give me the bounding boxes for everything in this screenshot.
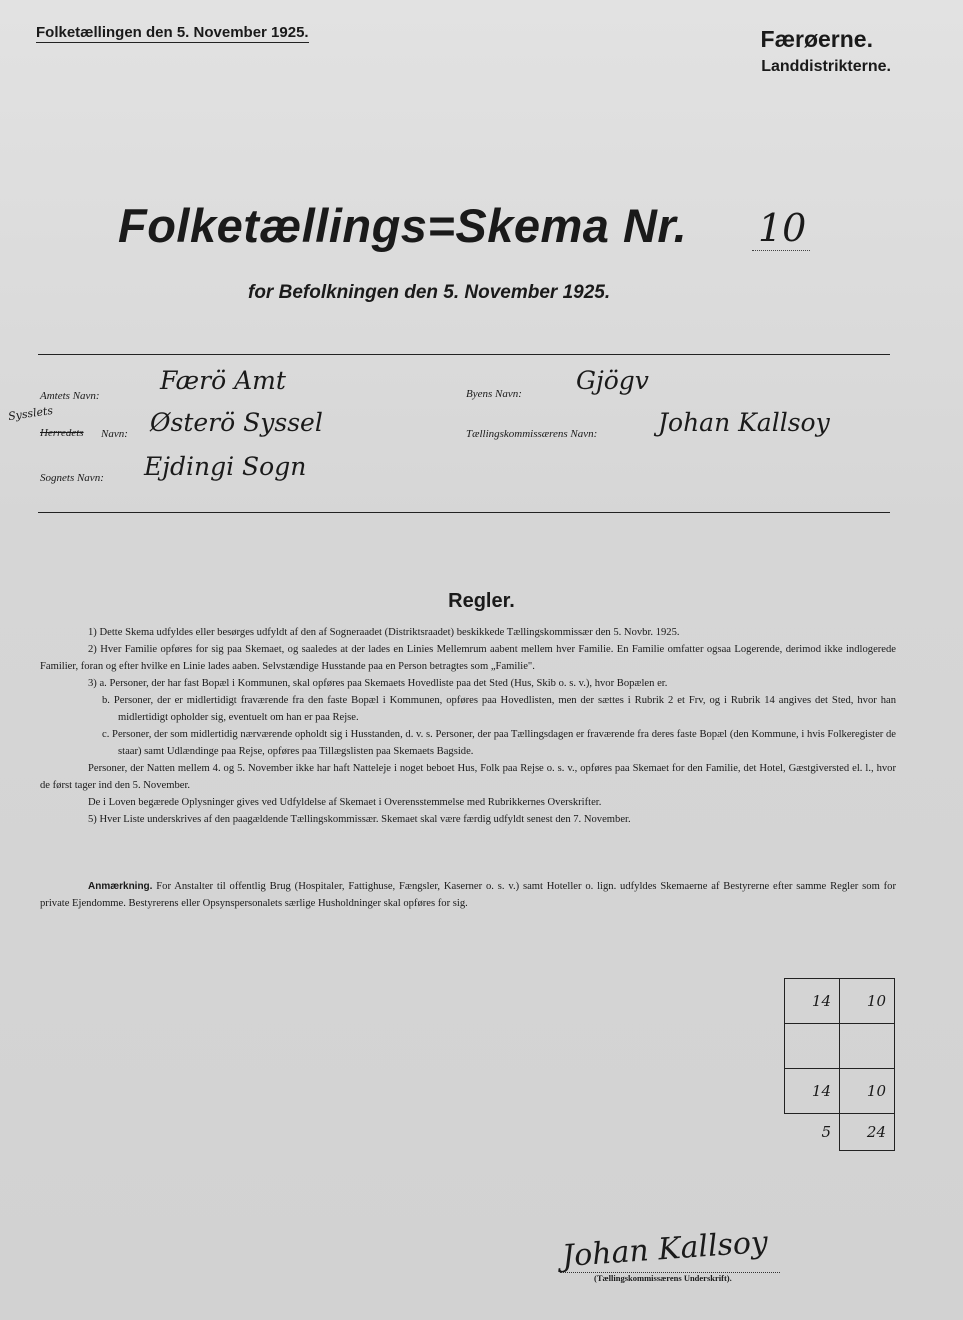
tally-row: [785, 1024, 895, 1069]
form-number: 10: [758, 206, 807, 250]
annotation: [40, 878, 896, 912]
tally-row: [785, 1069, 895, 1114]
rule-3b: b. Personer, der er midlertidigt fraværende fra den faste Bopæl i Kommunen, opføres paa Hovedlisten, men der sættes i Rubrik 2 et Frv, og i Rubrik 14 angives det Sted, hvor han midlertidigt opholder sig, eventuelt om han er paa Rejse.: [102, 695, 896, 723]
sogn-label: Sognets Navn:: [40, 472, 104, 484]
tally-cell: 10: [840, 1069, 895, 1114]
tally-table: [784, 978, 895, 1151]
tally-row: [785, 979, 895, 1024]
kommissaer-label: Tællingskommissærens Navn:: [466, 428, 598, 440]
signature-caption: (Tællingskommissærens Underskrift).: [594, 1273, 732, 1283]
by-label: Byens Navn:: [466, 388, 522, 400]
rule-4: De i Loven begærede Oplysninger gives ved Udfyldelse af Skemaet i Overensstemmelse med Rubrikkernes Overskrifter.: [88, 797, 602, 808]
herred-label-struck: Herredets: [40, 427, 84, 439]
rule-3c: c. Personer, der som midlertidig nærværende opholdt sig i Husstanden, d. v. s. Personer, der paa Tællingsdagen er fraværende fra deres faste Bopæl (den Kommune, i hvis Folkeregister de staar) samt Udlændinge paa Rejse, opføres paa Tillægslisten paa Skemaets Bagside.: [102, 729, 896, 757]
form-number-underline: [752, 250, 810, 251]
tally-row-total: [785, 1114, 895, 1151]
rule-night: Personer, der Natten mellem 4. og 5. November ikke har haft Natteleje i noget beboet Hus, Folk paa Rejse o. s. v., opføres paa Skemaet for den Familie, det Hotel, Gæstgiversted el. l., hvor de først tager ind den 5. November.: [40, 763, 896, 791]
tally-cell: 14: [785, 1069, 840, 1114]
rules-heading: Regler.: [448, 590, 515, 612]
herred-label: Navn:: [101, 428, 128, 440]
annotation-label: Anmærkning.: [88, 881, 153, 892]
tally-cell: 24: [840, 1114, 895, 1151]
header-district: Landdistrikterne.: [761, 58, 891, 75]
rule-1: 1) Dette Skema udfyldes eller besørges udfyldt af den af Sogneraadet (Distriktsraadet) beskikkede Tællingskommissær den 5. Novbr. 1925.: [88, 627, 680, 638]
herred-note: Sysslets: [7, 403, 54, 424]
signature-handwritten: Johan Kallsoy: [561, 1224, 770, 1275]
rules-text: [40, 624, 896, 828]
header-region: Færøerne.: [760, 26, 873, 52]
tally-cell: 14: [785, 979, 840, 1024]
amt-label: Amtets Navn:: [40, 390, 100, 402]
amt-value: Færö Amt: [160, 366, 286, 395]
tally-cell: [840, 1024, 895, 1069]
rule-2: 2) Hver Familie opføres for sig paa Skemaet, og saaledes at der lades en Linies Mellemrum aabent mellem hver Familie. En Familie omfatter ogsaa Logerende, derimod ikke indlogerede Familier, foran og efter hvilke en Linie lades aaben. Selvstændige Husstande paa en Person betragtes som „Familie".: [40, 644, 896, 672]
divider-bottom: [38, 512, 890, 513]
header-census-date: Folketællingen den 5. November 1925.: [36, 24, 309, 41]
tally-cell: 5: [821, 1123, 831, 1142]
annotation-text: For Anstalter til offentlig Brug (Hospitaler, Fattighuse, Fængsler, Kaserner o. s. v.) samt Hoteller o. lign. udfyldes Skemaerne af Bestyrerne efter samme Regler som for private Ejendomme. Bestyrerens eller Opsynspersonalets særlige Husholdninger skal opføres for sig.: [40, 881, 896, 909]
sogn-value: Ejdingi Sogn: [144, 452, 307, 481]
divider-top: [38, 354, 890, 355]
herred-value: Østerö Syssel: [150, 408, 323, 437]
form-title: Folketællings=Skema Nr.: [118, 199, 688, 252]
tally-cell: [785, 1024, 840, 1069]
kommissaer-value: Johan Kallsoy: [658, 408, 830, 437]
by-value: Gjögv: [576, 366, 649, 395]
form-subtitle: for Befolkningen den 5. November 1925.: [248, 282, 611, 303]
rule-3a: 3) a. Personer, der har fast Bopæl i Kommunen, skal opføres paa Skemaets Hovedliste paa det Sted (Hus, Skib o. s. v.), hvor Bopælen er.: [88, 678, 668, 689]
rule-5: 5) Hver Liste underskrives af den paagældende Tællingskommissær. Skemaet skal være færdig udfyldt senest den 7. November.: [88, 814, 631, 825]
tally-cell: 10: [840, 979, 895, 1024]
